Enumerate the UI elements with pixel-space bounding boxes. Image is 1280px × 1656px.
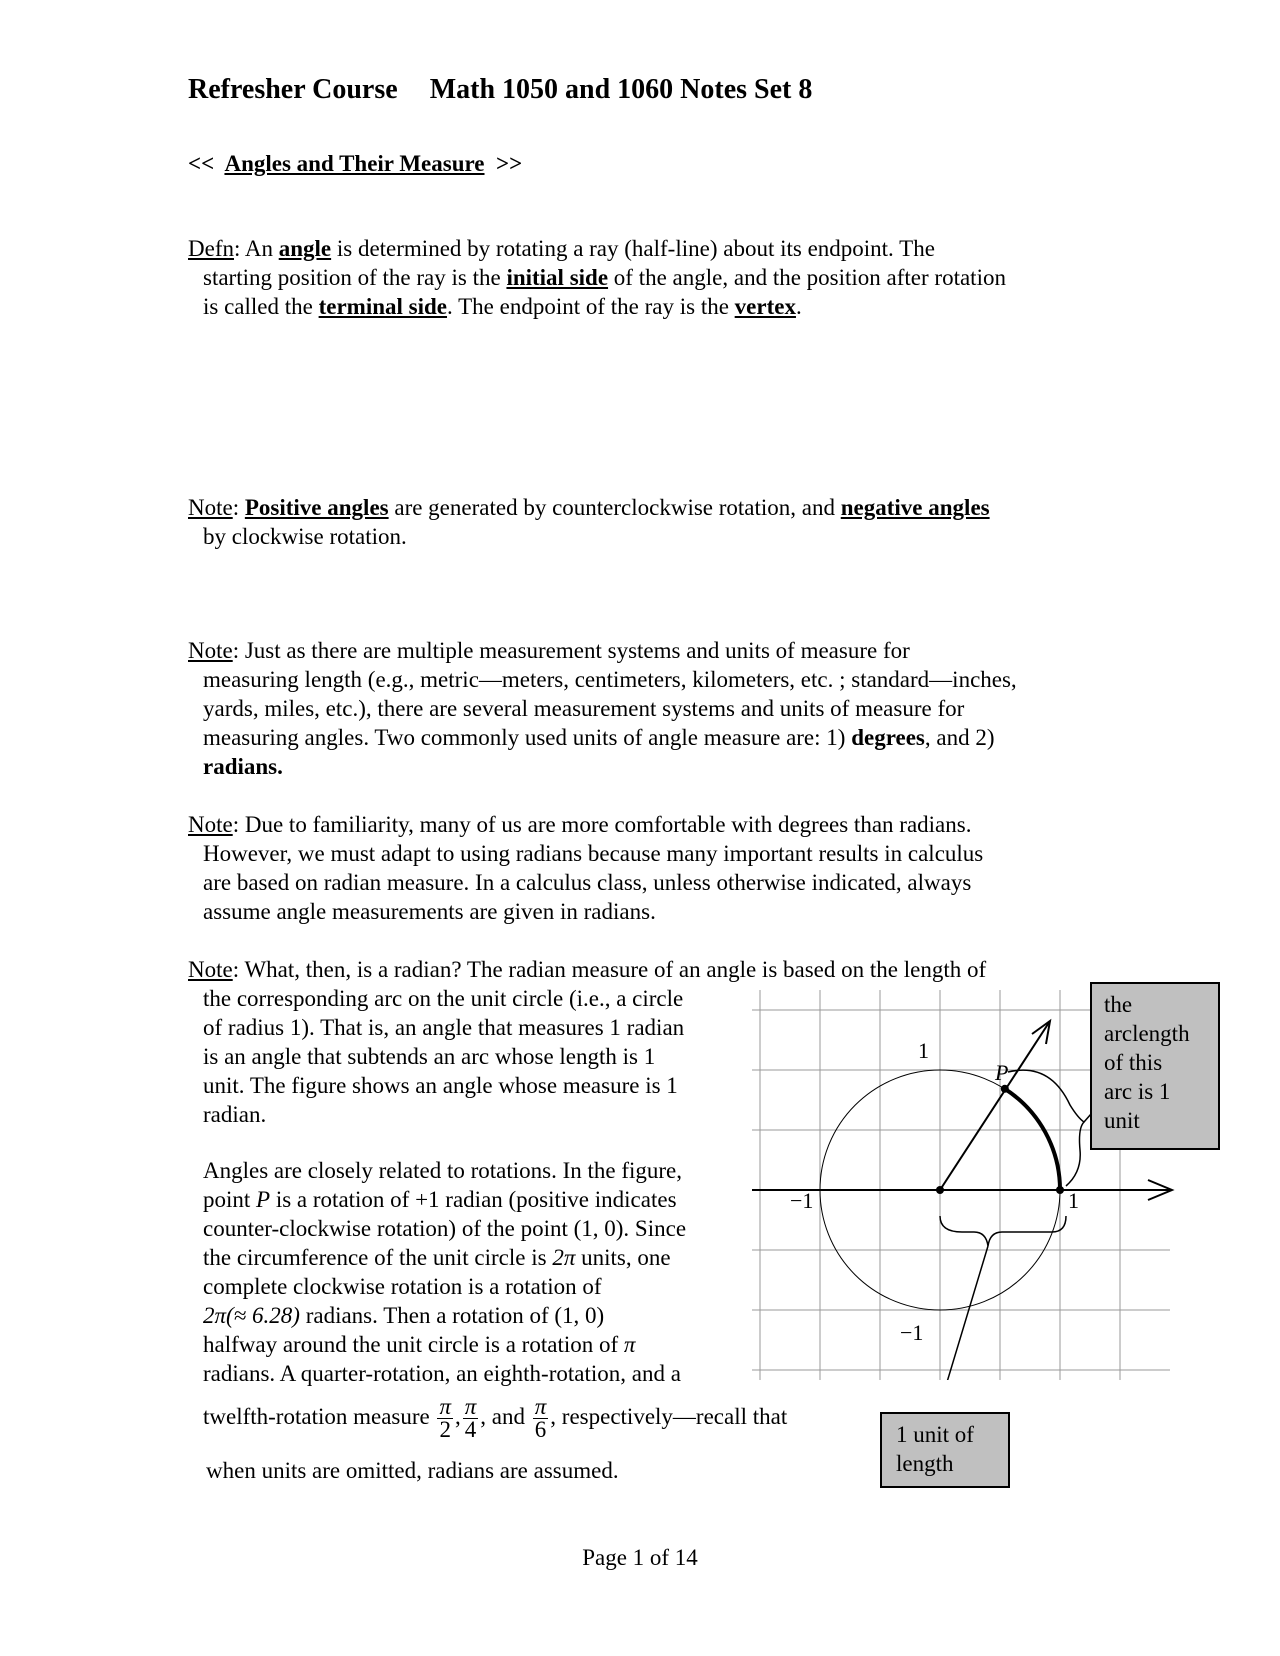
course-name: Refresher Course [188, 74, 398, 105]
one-radian-arc [1005, 1089, 1060, 1190]
rotation-paragraph: Angles are closely related to rotations. In the figure, point P is a rotation of +1 radian (positive indicates counter-clockwise rotation) of the point (1, 0). Since the circumference of the unit circle is 2π units, one complete clockwise rotation is a rotation of 2π(≈ 6.28) radians. Then a rotation of (1, 0) halfway around the unit circle is a rotation of π radians. A quarter-rotation, an eighth-rotation, and a [203, 1158, 687, 1386]
fraction-pi-over-6: $\frac{\pi}{6}$ [534, 1394, 547, 1442]
arc-brace [1008, 1070, 1084, 1186]
definition-paragraph: Defn: An angle is determined by rotating a ray (half-line) about its endpoint. The starting position of the ray is the initial side of the angle, and the position after rotation is called the terminal side. The endpoint of the ray is the vertex. [188, 236, 1006, 319]
point-p-dot [1001, 1085, 1009, 1093]
label-y-neg-1: −1 [900, 1320, 924, 1345]
label-x-1: 1 [1068, 1188, 1079, 1213]
label-x-neg-1: −1 [790, 1188, 814, 1213]
section-heading: << Angles and Their Measure >> [188, 151, 523, 176]
units-omitted-line: when units are omitted, radians are assumed. [206, 1458, 619, 1483]
defn-label: Defn [188, 236, 234, 261]
fraction-pi-over-4: $\frac{\pi}{4}$ [464, 1394, 477, 1442]
notes-set-title: Math 1050 and 1060 Notes Set 8 [429, 74, 813, 105]
terminal-ray [940, 1021, 1050, 1190]
label-point-p: P [995, 1060, 1009, 1085]
arclength-callout: the arclength of this arc is 1 unit [1090, 982, 1220, 1150]
point-1-0-dot [1056, 1186, 1064, 1194]
document-title [188, 74, 812, 106]
unit-callout-pointer [938, 1246, 988, 1380]
note-familiarity: Note: Due to familiarity, many of us are more comfortable with degrees than radians. However, we must adapt to using radians because many important results in calculus are based on radian measure. In a calculus class, unless otherwise indicated, always assume angle measurements are given in radians. [188, 812, 984, 924]
fraction-pi-over-2: $\frac{\pi}{2}$ [439, 1394, 452, 1442]
fractions-line: twelfth-rotation measure $\frac{\pi}{2}$ , $\frac{\pi}{4}$ , and $\frac{\pi}{6}$ , respectively—recall that [203, 1394, 788, 1442]
note-measurement-systems: Note: Just as there are multiple measurement systems and units of measure for measuring length (e.g., metric—meters, centimeters, kilometers, etc. ; standard—inches, yards, miles, etc.), there are several measurement systems and units of measure for measuring angles. Two commonly used units of angle measure are: 1) degrees, and 2) radians. [188, 638, 1017, 779]
radius-brace [940, 1216, 1066, 1246]
note-what-is-radian: Note: What, then, is a radian? The radian measure of an angle is based on the length of the corresponding arc on the unit circle (i.e., a circle of radius 1). That is, an angle that measures 1 radian is an angle that subtends an arc whose length is 1 unit. The figure shows an angle whose measure is 1 radian. [188, 957, 987, 1127]
note-positive-negative-angles: Note: Positive angles are generated by counterclockwise rotation, and negative angles by clockwise rotation. [188, 495, 990, 549]
page-number: Page 1 of 14 [582, 1545, 698, 1570]
unit-length-callout: 1 unit of length [880, 1412, 1010, 1488]
label-y-1: 1 [918, 1038, 929, 1063]
origin-dot [936, 1186, 944, 1194]
section-title: Angles and Their Measure [224, 151, 485, 176]
